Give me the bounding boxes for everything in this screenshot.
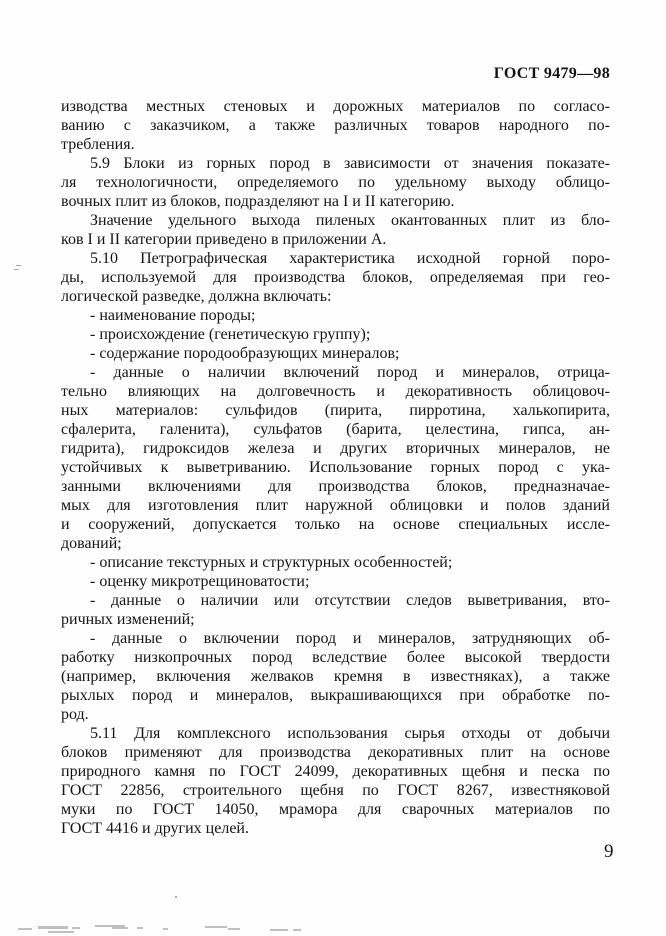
text-line: 5.11 Для комплексного использования сырья отходы от добычи [90, 725, 610, 742]
text-line: требления. [61, 136, 135, 153]
text-line: логической разведке, должна включать: [61, 288, 332, 305]
text-line: изводства местных стеновых и дорожных материалов по согласо- [61, 98, 610, 115]
text-line: - наименование породы; [90, 307, 256, 324]
text-line: мых для изготовления плит наружной облицовки и полов зданий [61, 497, 610, 514]
text-line: блоков применяют для производства декоративных плит на основе [61, 744, 610, 761]
text-line: род. [61, 706, 89, 723]
text-line: сфалерита, галенита), сульфатов (барита, целестина, гипса, ан- [61, 421, 610, 438]
page-number: 9 [604, 841, 614, 862]
document-code: ГОСТ 9479—98 [493, 65, 610, 82]
text-line: муки по ГОСТ 14050, мрамора для сварочных материалов по [61, 801, 610, 818]
text-line: ды, используемой для производства блоков, определяемая при гео- [61, 269, 610, 286]
text-line: тельно влияющих на долговечность и декоративность облицовоч- [61, 383, 610, 400]
text-line: занными включениями для производства блоков, предназначае- [61, 478, 610, 495]
text-line: - описание текстурных и структурных особенностей; [90, 554, 453, 571]
body-text [61, 97, 610, 838]
text-line: - данные о включении пород и минералов, затрудняющих об- [90, 630, 610, 647]
text-line: дований; [61, 535, 122, 552]
scan-artifact-margin [14, 265, 22, 270]
text-line: - данные о наличии или отсутствии следов выветривания, вто- [90, 592, 610, 609]
text-line: 5.10 Петрографическая характеристика исходной горной поро- [90, 250, 610, 267]
text-line: ричных изменений; [61, 611, 195, 628]
text-line: вочных плит из блоков, подразделяют на I и II категорию. [61, 193, 455, 210]
text-line: - оценку микротрещиноватости; [90, 573, 310, 590]
text-line: устойчивых к выветриванию. Использование горных пород с ука- [61, 459, 610, 476]
text-line: ков I и II категории приведено в приложении А. [61, 231, 387, 248]
text-line: ных материалов: сульфидов (пирита, пирротина, халькопирита, [61, 402, 610, 419]
text-line: ванию с заказчиком, а также различных товаров народного по- [61, 117, 610, 134]
text-line: - содержание породообразующих минералов; [90, 345, 400, 362]
text-line: природного камня по ГОСТ 24099, декоративных щебня и песка по [61, 763, 610, 780]
text-line: ГОСТ 4416 и других целей. [61, 820, 249, 837]
text-line: 5.9 Блоки из горных пород в зависимости от значения показате- [90, 155, 610, 172]
text-line: ГОСТ 22856, строительного щебня по ГОСТ 8267, известняковой [61, 782, 610, 799]
text-line: рыхлых пород и минералов, выкрашивающихся при обработке по- [61, 687, 610, 704]
text-line: - данные о наличии включений пород и минералов, отрица- [90, 364, 610, 381]
text-line: и сооружений, допускается только на основе специальных иссле- [61, 516, 610, 533]
text-line: ля технологичности, определяемого по удельному выходу облицо- [61, 174, 610, 191]
text-line: (например, включения желваков кремня в известняках), а также [61, 668, 610, 685]
text-line: работку низкопрочных пород вследствие более высокой твердости [61, 649, 610, 666]
text-line: гидрита), гидроксидов железа и других вторичных минералов, не [61, 440, 610, 457]
text-line: - происхождение (генетическую группу); [90, 326, 371, 343]
text-line: Значение удельного выхода пиленых окантованных плит из бло- [90, 212, 610, 229]
scan-artifact-dot [175, 896, 177, 898]
